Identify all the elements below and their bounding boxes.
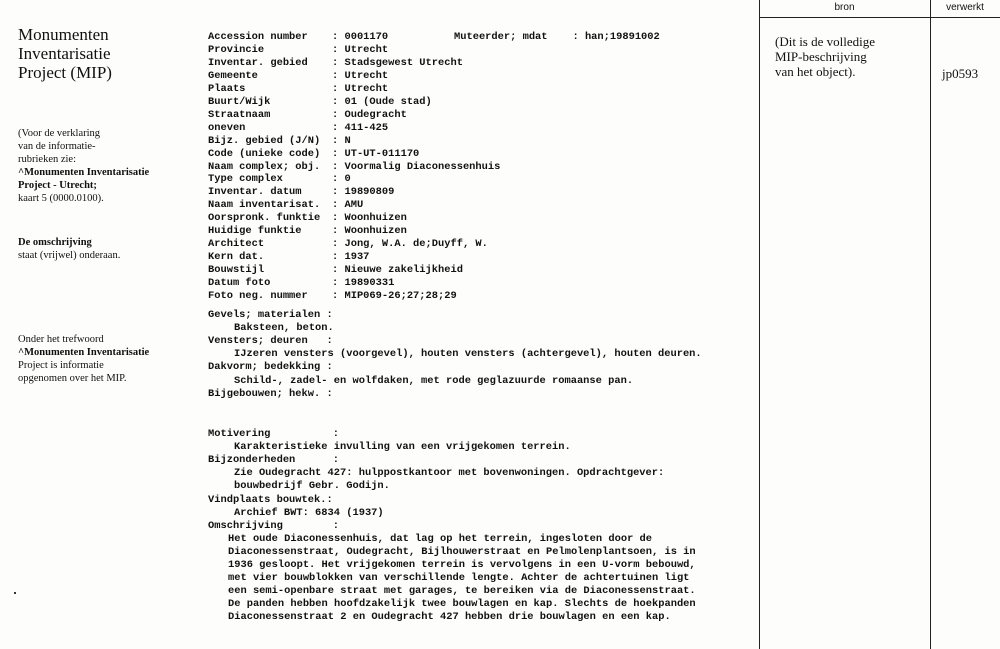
- muteerder-field: Muteerder; mdat : han;19891002: [454, 31, 660, 43]
- field-row: [208, 161, 500, 174]
- field-row: [208, 70, 388, 83]
- note-line: Onder het trefwoord: [18, 334, 104, 345]
- field-value: : N: [332, 134, 351, 147]
- note-line: ^Monumenten Inventarisatie: [18, 167, 150, 178]
- section-text: met vier bouwblokken van verschillende lengte. Achter de achtertuinen ligt: [228, 572, 690, 585]
- field-row: [208, 135, 351, 148]
- field-row: [208, 96, 432, 109]
- field-row: [208, 290, 457, 303]
- header-rule: [759, 17, 1000, 18]
- section-label: Bijzonderheden :: [208, 454, 339, 467]
- scan-speck: [14, 592, 16, 594]
- field-value: : Oudegracht: [332, 108, 407, 121]
- field-value: : Woonhuizen: [332, 212, 407, 225]
- field-label: Oorspronk. funktie: [208, 212, 321, 225]
- section-label: Gevels; materialen :: [208, 309, 333, 321]
- field-label: Foto neg. nummer: [208, 290, 308, 302]
- field-label: Naam complex; obj.: [208, 160, 321, 173]
- field-label: Plaats: [208, 82, 246, 95]
- field-label: Accession number: [208, 31, 308, 43]
- section-label: Omschrijving :: [208, 519, 339, 532]
- field-value: : MIP069-26;27;28;29: [332, 290, 457, 302]
- field-row: [208, 264, 463, 277]
- field-label: Datum foto: [208, 277, 271, 290]
- field-value: : 19890331: [332, 277, 395, 290]
- section-text: 1936 gesloopt. Het vrijgekomen terrein is vervolgens in een U-vorm bebouwd,: [228, 559, 696, 571]
- note-line: Project is informatie: [18, 360, 104, 371]
- verwerkt-value: jp0593: [942, 66, 979, 81]
- field-row: [208, 212, 407, 225]
- field-value: : UT-UT-011170: [332, 147, 420, 160]
- field-value: : Utrecht: [332, 43, 389, 56]
- field-label: Inventar. datum: [208, 186, 302, 199]
- section-label: Vindplaats bouwtek.:: [208, 493, 333, 506]
- field-value: : 19890809: [332, 186, 395, 199]
- field-value: : 1937: [332, 251, 370, 264]
- section-text: IJzeren vensters (voorgevel), houten vensters (achtergevel), houten deuren.: [234, 348, 702, 361]
- column-divider: [930, 0, 931, 649]
- section-text: Baksteen, beton.: [234, 322, 334, 335]
- field-row: [208, 277, 394, 290]
- bron-note-line: van het object).: [775, 64, 856, 79]
- field-value: : 0: [332, 173, 351, 186]
- field-label: Bijz. gebied (J/N): [208, 134, 321, 147]
- field-row: [208, 225, 407, 238]
- note-verklaring: [18, 127, 149, 205]
- field-label: Provincie: [208, 43, 265, 56]
- field-value: : Stadsgewest Utrecht: [332, 56, 463, 69]
- field-value: : Voormalig Diaconessenhuis: [332, 160, 501, 173]
- field-value: : Woonhuizen: [332, 225, 407, 238]
- field-label: oneven: [208, 121, 246, 134]
- field-value: : AMU: [332, 199, 364, 212]
- title-line: Monumenten: [18, 25, 109, 44]
- bron-note-line: MIP-beschrijving: [775, 49, 867, 64]
- field-label: Code (unieke code): [208, 147, 321, 160]
- section-text: De panden hebben hoofdzakelijk twee bouwlagen en kap. Slechts de hoekpanden: [228, 598, 696, 611]
- field-row: [208, 186, 394, 199]
- note-line: staat (vrijwel) onderaan.: [18, 250, 121, 261]
- section-label: Vensters; deuren :: [208, 335, 333, 348]
- note-line: (Voor de verklaring: [18, 128, 101, 139]
- bron-note: [775, 34, 925, 79]
- section-label: Motivering :: [208, 428, 339, 440]
- title-line: Project (MIP): [18, 63, 112, 82]
- section-label: Bijgebouwen; hekw. :: [208, 387, 333, 400]
- section-text: Archief BWT: 6834 (1937): [234, 506, 384, 519]
- section-text: Diaconessenstraat, Oudegracht, Bijlhouwerstraat en Pelmolenplantsoen, is in: [228, 545, 696, 558]
- field-row: [208, 109, 407, 122]
- field-row: [208, 44, 388, 57]
- field-row: [208, 238, 488, 251]
- field-value: : Utrecht: [332, 69, 389, 82]
- field-value: : Jong, W.A. de;Duyff, W.: [332, 238, 488, 251]
- section-text: bouwbedrijf Gebr. Godijn.: [234, 480, 390, 493]
- field-row: [208, 173, 351, 186]
- field-label: Kern dat.: [208, 251, 265, 264]
- section-text: Het oude Diaconessenhuis, dat lag op het terrein, ingesloten door de: [228, 532, 653, 545]
- field-value: : Nieuwe zakelijkheid: [332, 264, 463, 277]
- note-omschrijving: [18, 236, 120, 262]
- field-row: [208, 122, 388, 135]
- field-row: [208, 199, 363, 212]
- field-value: : 01 (Oude stad): [332, 95, 432, 108]
- document-title: [18, 25, 112, 82]
- field-value: : 0001170: [332, 31, 389, 43]
- field-row: [208, 251, 369, 264]
- column-divider: [759, 0, 760, 649]
- title-line: Inventarisatie: [18, 44, 111, 63]
- field-label: Buurt/Wijk: [208, 95, 271, 108]
- field-row: [208, 148, 419, 161]
- verwerkt-header: verwerkt: [946, 2, 984, 13]
- field-value: : 411-425: [332, 121, 389, 134]
- section-text: Karakteristieke invulling van een vrijgekomen terrein.: [234, 441, 571, 454]
- note-line: opgenomen over het MIP.: [18, 373, 127, 384]
- field-row: [208, 57, 463, 70]
- field-row: [208, 83, 388, 96]
- field-label: Naam inventarisat.: [208, 199, 321, 212]
- bron-note-line: (Dit is de volledige: [775, 34, 876, 49]
- note-line: van de informatie-: [18, 141, 96, 152]
- section-text: Diaconessenstraat 2 en Oudegracht 427 hebben drie bouwlagen en een kap.: [228, 611, 671, 624]
- note-line: Project - Utrecht;: [18, 180, 97, 191]
- bron-header: bron: [834, 2, 855, 13]
- section-label: Dakvorm; bedekking :: [208, 361, 333, 374]
- field-row: [208, 31, 388, 44]
- field-label: Architect: [208, 238, 265, 251]
- field-label: Gemeente: [208, 69, 258, 82]
- note-line: ^Monumenten Inventarisatie: [18, 347, 150, 358]
- field-label: Inventar. gebied: [208, 56, 308, 69]
- section-text: een semi-openbare straat met garages, te bereiken via de Diaconessenstraat.: [228, 585, 696, 598]
- note-line: kaart 5 (0000.0100).: [18, 193, 104, 204]
- field-label: Straatnaam: [208, 108, 271, 121]
- field-label: Bouwstijl: [208, 264, 265, 277]
- section-text: Schild-, zadel- en wolfdaken, met rode geglazuurde romaanse pan.: [234, 374, 634, 387]
- field-label: Huidige funktie: [208, 225, 302, 238]
- field-label: Type complex: [208, 173, 283, 186]
- note-line: De omschrijving: [18, 237, 92, 248]
- section-text: Zie Oudegracht 427: hulppostkantoor met bovenwoningen. Opdrachtgever:: [234, 467, 665, 480]
- field-value: : Utrecht: [332, 82, 389, 95]
- note-trefwoord: [18, 333, 149, 385]
- note-line: rubrieken zie:: [18, 154, 77, 165]
